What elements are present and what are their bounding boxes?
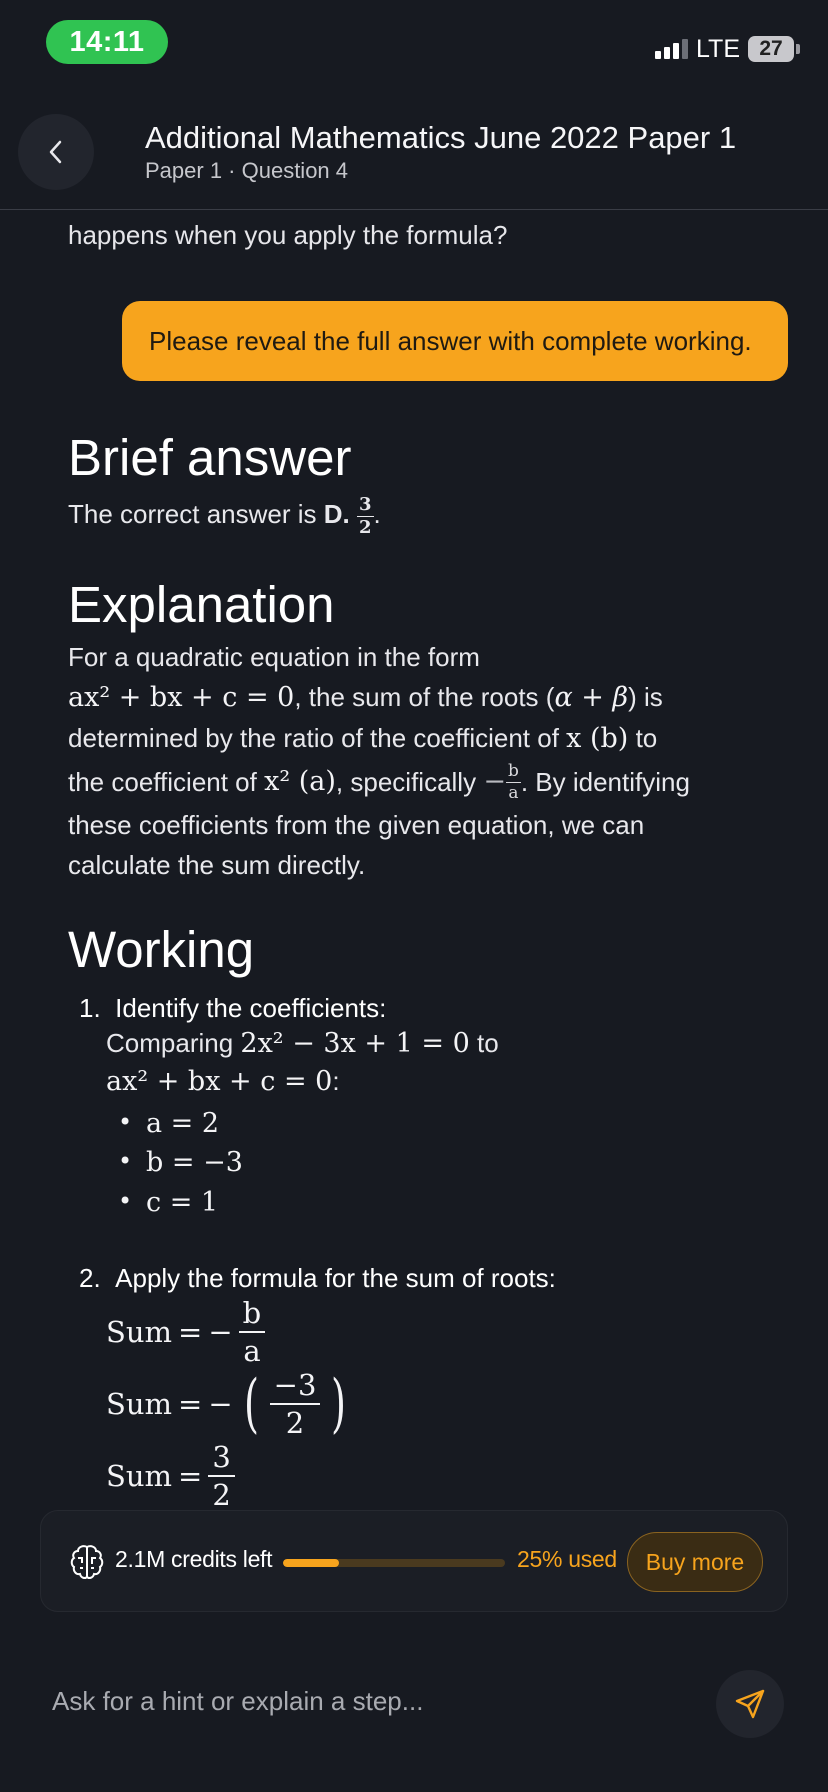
status-time: 14:11	[46, 20, 168, 64]
message-input[interactable]: Ask for a hint or explain a step...	[52, 1686, 424, 1716]
signal-icon	[655, 39, 688, 59]
brief-answer-heading: Brief answer	[68, 429, 352, 486]
chevron-left-icon	[45, 137, 67, 167]
sum-substitution: Sum = − ( $\frac{-3}{2}$ )	[106, 1367, 347, 1442]
assistant-question-text: happens when you apply the formula?	[68, 220, 508, 250]
user-message-bubble	[122, 301, 788, 381]
answer-option: D.	[323, 499, 350, 529]
step-1-title: 1. Identify the coefficients:	[79, 993, 387, 1023]
send-icon	[733, 1687, 767, 1721]
credits-remaining: 2.1M credits left	[115, 1546, 273, 1572]
page-title: Additional Mathematics June 2022 Paper 1	[145, 120, 737, 155]
step-1-comparison: Comparing 2x² − 3x + 1 = 0 to	[106, 1028, 499, 1059]
credits-used-percent: 25% used	[517, 1546, 617, 1572]
battery-icon: 27	[748, 36, 794, 62]
coefficient-c: • c = 1	[118, 1187, 218, 1218]
working-heading: Working	[68, 921, 255, 978]
explanation-heading: Explanation	[68, 576, 335, 633]
answer-fraction: $\frac{3}{2}$	[359, 493, 372, 538]
buy-more-button[interactable]: Buy more	[627, 1532, 763, 1592]
page-subtitle: Paper 1 · Question 4	[145, 158, 349, 183]
step-1-general-form: ax² + bx + c = 0:	[106, 1066, 340, 1097]
coefficient-a: • a = 2	[118, 1108, 219, 1139]
back-button[interactable]	[18, 114, 94, 190]
credits-bar	[40, 1510, 788, 1612]
chat-content[interactable]	[0, 210, 828, 1510]
sum-formula: Sum = − $\frac{b}{a}$	[106, 1298, 265, 1367]
credits-usage-fill	[283, 1559, 339, 1567]
step-2-title: 2. Apply the formula for the sum of roots:	[79, 1263, 556, 1293]
page-header	[0, 100, 828, 210]
credits-usage-bar	[283, 1559, 505, 1567]
network-label: LTE	[696, 34, 740, 63]
user-message-text: Please reveal the full answer with complete working.	[149, 325, 752, 356]
brief-answer-text: The correct answer is D. $\frac{3}{2}$ .	[68, 493, 381, 538]
send-button[interactable]	[716, 1670, 784, 1738]
sum-result: Sum = $\frac{3}{2}$	[106, 1442, 235, 1510]
status-indicators	[655, 32, 794, 66]
coefficient-b: • b = −3	[118, 1147, 243, 1178]
brain-icon	[69, 1543, 105, 1581]
explanation-text: For a quadratic equation in the form ax² + bx + c = 0, the sum of the roots (α + β) is determined by the ratio of the coefficient of x (b) to the coefficient of x² (a) , specifically − $\frac{b}{a}$ . By identifying these coefficients from the given equation, we can calculate the sum directly.	[68, 642, 690, 880]
